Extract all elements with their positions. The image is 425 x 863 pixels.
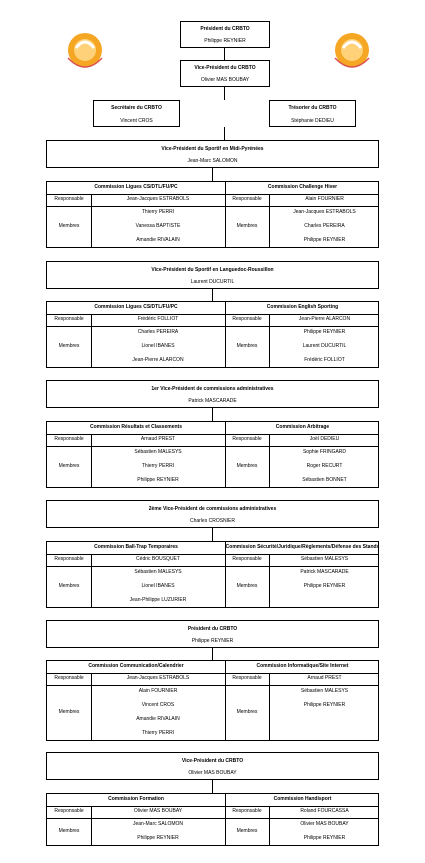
membres-label: Membres (58, 223, 80, 229)
membres-label: Membres (236, 583, 258, 589)
member-name: Philippe REYNIER (303, 583, 346, 589)
member-name: Sébastien MALESYS (300, 688, 349, 694)
row-divider (225, 446, 378, 447)
member-name: Vincent CROS (141, 702, 175, 708)
responsable-name: Arnaud PREST (140, 436, 176, 442)
commission-left (47, 542, 226, 607)
commission-right (225, 182, 378, 247)
secretaire-title: Secrétaire du CRBTO (111, 105, 162, 111)
president-name: Philippe REYNIER (204, 38, 246, 44)
row-divider (47, 206, 225, 207)
commission-right (225, 794, 378, 845)
president-box (180, 21, 270, 48)
commission-title: Commission Résultats et Classements (90, 424, 182, 430)
row-divider (47, 446, 225, 447)
member-name: Jean-Jacques ESTRABOLS (293, 209, 356, 215)
member-name: Thierry PERRI (141, 209, 175, 215)
secretaire-box (93, 100, 180, 127)
member-name: Amandie RIVALAIN (136, 716, 180, 722)
commission-table (46, 181, 379, 248)
membres-label: Membres (236, 223, 258, 229)
member-name: Philippe REYNIER (303, 835, 346, 841)
membres-label: Membres (58, 709, 80, 715)
commission-title: Commission Ligues CS/DTL/FU/PC (94, 184, 178, 190)
row-divider (225, 566, 378, 567)
responsable-name: Roland FOURCASSA (300, 808, 349, 814)
vice-president-section-box (46, 620, 379, 648)
row-divider (47, 434, 225, 435)
commission-table (46, 421, 379, 488)
member-name: Lionel IBANES (141, 343, 175, 349)
member-name: Sébastien MALESYS (134, 449, 182, 455)
membres-label: Membres (236, 709, 258, 715)
member-name: Thierry PERRI (141, 463, 175, 469)
vice-president-box (180, 60, 270, 87)
member-name: Jean-Pierre ALARCON (132, 357, 184, 363)
commission-table (46, 541, 379, 608)
section-title: 1er Vice-Président de commissions administratives (151, 386, 274, 392)
section-name: Laurent DUCURTIL (190, 279, 235, 285)
tresorier-name: Stéphanie DEDIEU (291, 118, 334, 124)
responsable-name: Jean-Pierre ALARCON (298, 316, 351, 322)
column-divider (269, 554, 270, 608)
membres-label: Membres (236, 463, 258, 469)
member-name: Charles PEREIRA (137, 329, 179, 335)
section-title: 2ème Vice-Président de commissions administratives (148, 506, 277, 512)
section-name: Jean-Marc SALOMON (187, 158, 238, 164)
commission-left (47, 302, 226, 367)
section-name: Philippe REYNIER (191, 638, 234, 644)
commission-table (46, 793, 379, 846)
member-name: Sophie FRINGARD (302, 449, 347, 455)
member-name: Alain FOURNIER (138, 688, 178, 694)
connector (212, 168, 213, 181)
crbto-logo-left (62, 28, 108, 74)
member-name: Laurent DUCURTIL (302, 343, 347, 349)
member-name: Philippe REYNIER (137, 835, 179, 841)
section-name: Patrick MASCARADE (188, 398, 237, 404)
commission-title: Commission English Sporting (266, 304, 339, 310)
section-name: Charles CROSNIER (189, 518, 235, 524)
row-divider (47, 326, 225, 327)
connector (224, 48, 225, 60)
commission-table (46, 301, 379, 368)
commission-title: Commission Ligues CS/DTL/FU/PC (94, 304, 178, 310)
responsable-label: Responsable (54, 316, 84, 322)
commission-table (46, 660, 379, 741)
responsable-name: Cédric BOUSQUET (136, 556, 180, 562)
member-name: Philippe REYNIER (303, 237, 346, 243)
vice-president-section-box (46, 752, 379, 780)
responsable-label: Responsable (232, 196, 262, 202)
membres-label: Membres (236, 343, 258, 349)
tresorier-box (269, 100, 356, 127)
member-name: Lionel IBANES (141, 583, 175, 589)
connector (212, 408, 213, 421)
commission-right (225, 661, 378, 740)
row-divider (225, 554, 378, 555)
responsable-name: Joël DEDIEU (309, 436, 340, 442)
responsable-label: Responsable (54, 675, 84, 681)
commission-title: Commission Challenge Hiver (267, 184, 338, 190)
row-divider (47, 673, 225, 674)
member-name: Jean-Philippe LUZURIER (129, 597, 187, 603)
responsable-label: Responsable (54, 196, 84, 202)
row-divider (47, 194, 225, 195)
connector (212, 780, 213, 793)
row-divider (225, 685, 378, 686)
member-name: Frédéric FOLLIOT (304, 357, 345, 363)
row-divider (47, 566, 225, 567)
responsable-name: Jean-Jacques ESTRABOLS (126, 675, 190, 681)
row-divider (225, 194, 378, 195)
commission-title: Commission Informatique/Site Internet (256, 663, 349, 669)
member-name: Amandie RIVALAIN (136, 237, 180, 243)
commission-title: Commission Arbitrage (275, 424, 330, 430)
member-name: Charles PEREIRA (304, 223, 345, 229)
member-name: Philippe REYNIER (137, 477, 179, 483)
connector (224, 87, 225, 100)
commission-title: Commission Sécurité/Juridique/Règlements/Défense des Stands (225, 544, 380, 550)
vice-president-name: Olivier MAS BOUBAY (200, 77, 250, 83)
vice-president-title: Vice-Président du CRBTO (194, 65, 256, 71)
connector (212, 528, 213, 541)
vice-president-section-box (46, 140, 379, 168)
row-divider (225, 206, 378, 207)
commission-left (47, 661, 226, 740)
vice-president-section-box (46, 500, 379, 528)
row-divider (47, 806, 225, 807)
row-divider (225, 673, 378, 674)
row-divider (225, 326, 378, 327)
responsable-label: Responsable (54, 436, 84, 442)
row-divider (225, 434, 378, 435)
responsable-label: Responsable (232, 808, 262, 814)
section-title: Vice-Président du CRBTO (181, 758, 244, 764)
connector (224, 127, 225, 140)
member-name: Jean-Marc SALOMON (132, 821, 183, 827)
member-name: Patrick MASCARADE (300, 569, 349, 575)
row-divider (47, 314, 225, 315)
commission-title: Commission Formation (108, 796, 164, 802)
commission-left (47, 182, 226, 247)
section-name: Olivier MAS BOUBAY (188, 770, 237, 776)
row-divider (47, 554, 225, 555)
responsable-label: Responsable (232, 675, 262, 681)
section-title: Vice-Président du Sportif en Languedoc-Roussillon (151, 267, 274, 273)
vice-president-section-box (46, 380, 379, 408)
membres-label: Membres (58, 583, 80, 589)
connector (212, 648, 213, 660)
member-name: Vanessa BAPTISTE (135, 223, 181, 229)
membres-label: Membres (58, 828, 80, 834)
row-divider (225, 806, 378, 807)
responsable-name: Sébastien MALESYS (300, 556, 349, 562)
member-name: Roger RECURT (306, 463, 343, 469)
commission-title: Commission Handisport (273, 796, 332, 802)
commission-left (47, 422, 226, 487)
responsable-name: Alain FOURNIER (305, 196, 344, 202)
commission-left (47, 794, 226, 845)
responsable-label: Responsable (54, 556, 84, 562)
connector (212, 289, 213, 301)
commission-title: Commission Communication/Calendrier (88, 663, 184, 669)
row-divider (225, 818, 378, 819)
commission-right (225, 422, 378, 487)
member-name: Thierry PERRI (141, 730, 175, 736)
commission-right (225, 542, 378, 607)
president-title: Président du CRBTO (200, 26, 250, 32)
member-name: Sébastien MALESYS (134, 569, 182, 575)
member-name: Philippe REYNIER (303, 702, 346, 708)
responsable-label: Responsable (232, 316, 262, 322)
member-name: Philippe REYNIER (303, 329, 346, 335)
commission-title: Commission Ball-Trap Temporaires (94, 544, 178, 550)
responsable-label: Responsable (232, 436, 262, 442)
membres-label: Membres (236, 828, 258, 834)
membres-label: Membres (58, 463, 80, 469)
responsable-name: Jean-Jacques ESTRABOLS (126, 196, 190, 202)
row-divider (225, 314, 378, 315)
responsable-name: Arnaud PREST (307, 675, 342, 681)
member-name: Olivier MAS BOUBAY (300, 821, 349, 827)
responsable-name: Olivier MAS BOUBAY (133, 808, 183, 814)
member-name: Sébastien BONNET (302, 477, 347, 483)
section-title: Vice-Président du Sportif en Midi-Pyrénées (161, 146, 264, 152)
section-title: Président du CRBTO (187, 626, 238, 632)
secretaire-name: Vincent CROS (120, 118, 153, 124)
row-divider (47, 685, 225, 686)
commission-right (225, 302, 378, 367)
row-divider (47, 818, 225, 819)
tresorier-title: Trésorier du CRBTO (288, 105, 337, 111)
vice-president-section-box (46, 261, 379, 289)
responsable-label: Responsable (54, 808, 84, 814)
responsable-label: Responsable (232, 556, 262, 562)
membres-label: Membres (58, 343, 80, 349)
crbto-logo-right (329, 28, 375, 74)
responsable-name: Frédéric FOLLIOT (137, 316, 179, 322)
